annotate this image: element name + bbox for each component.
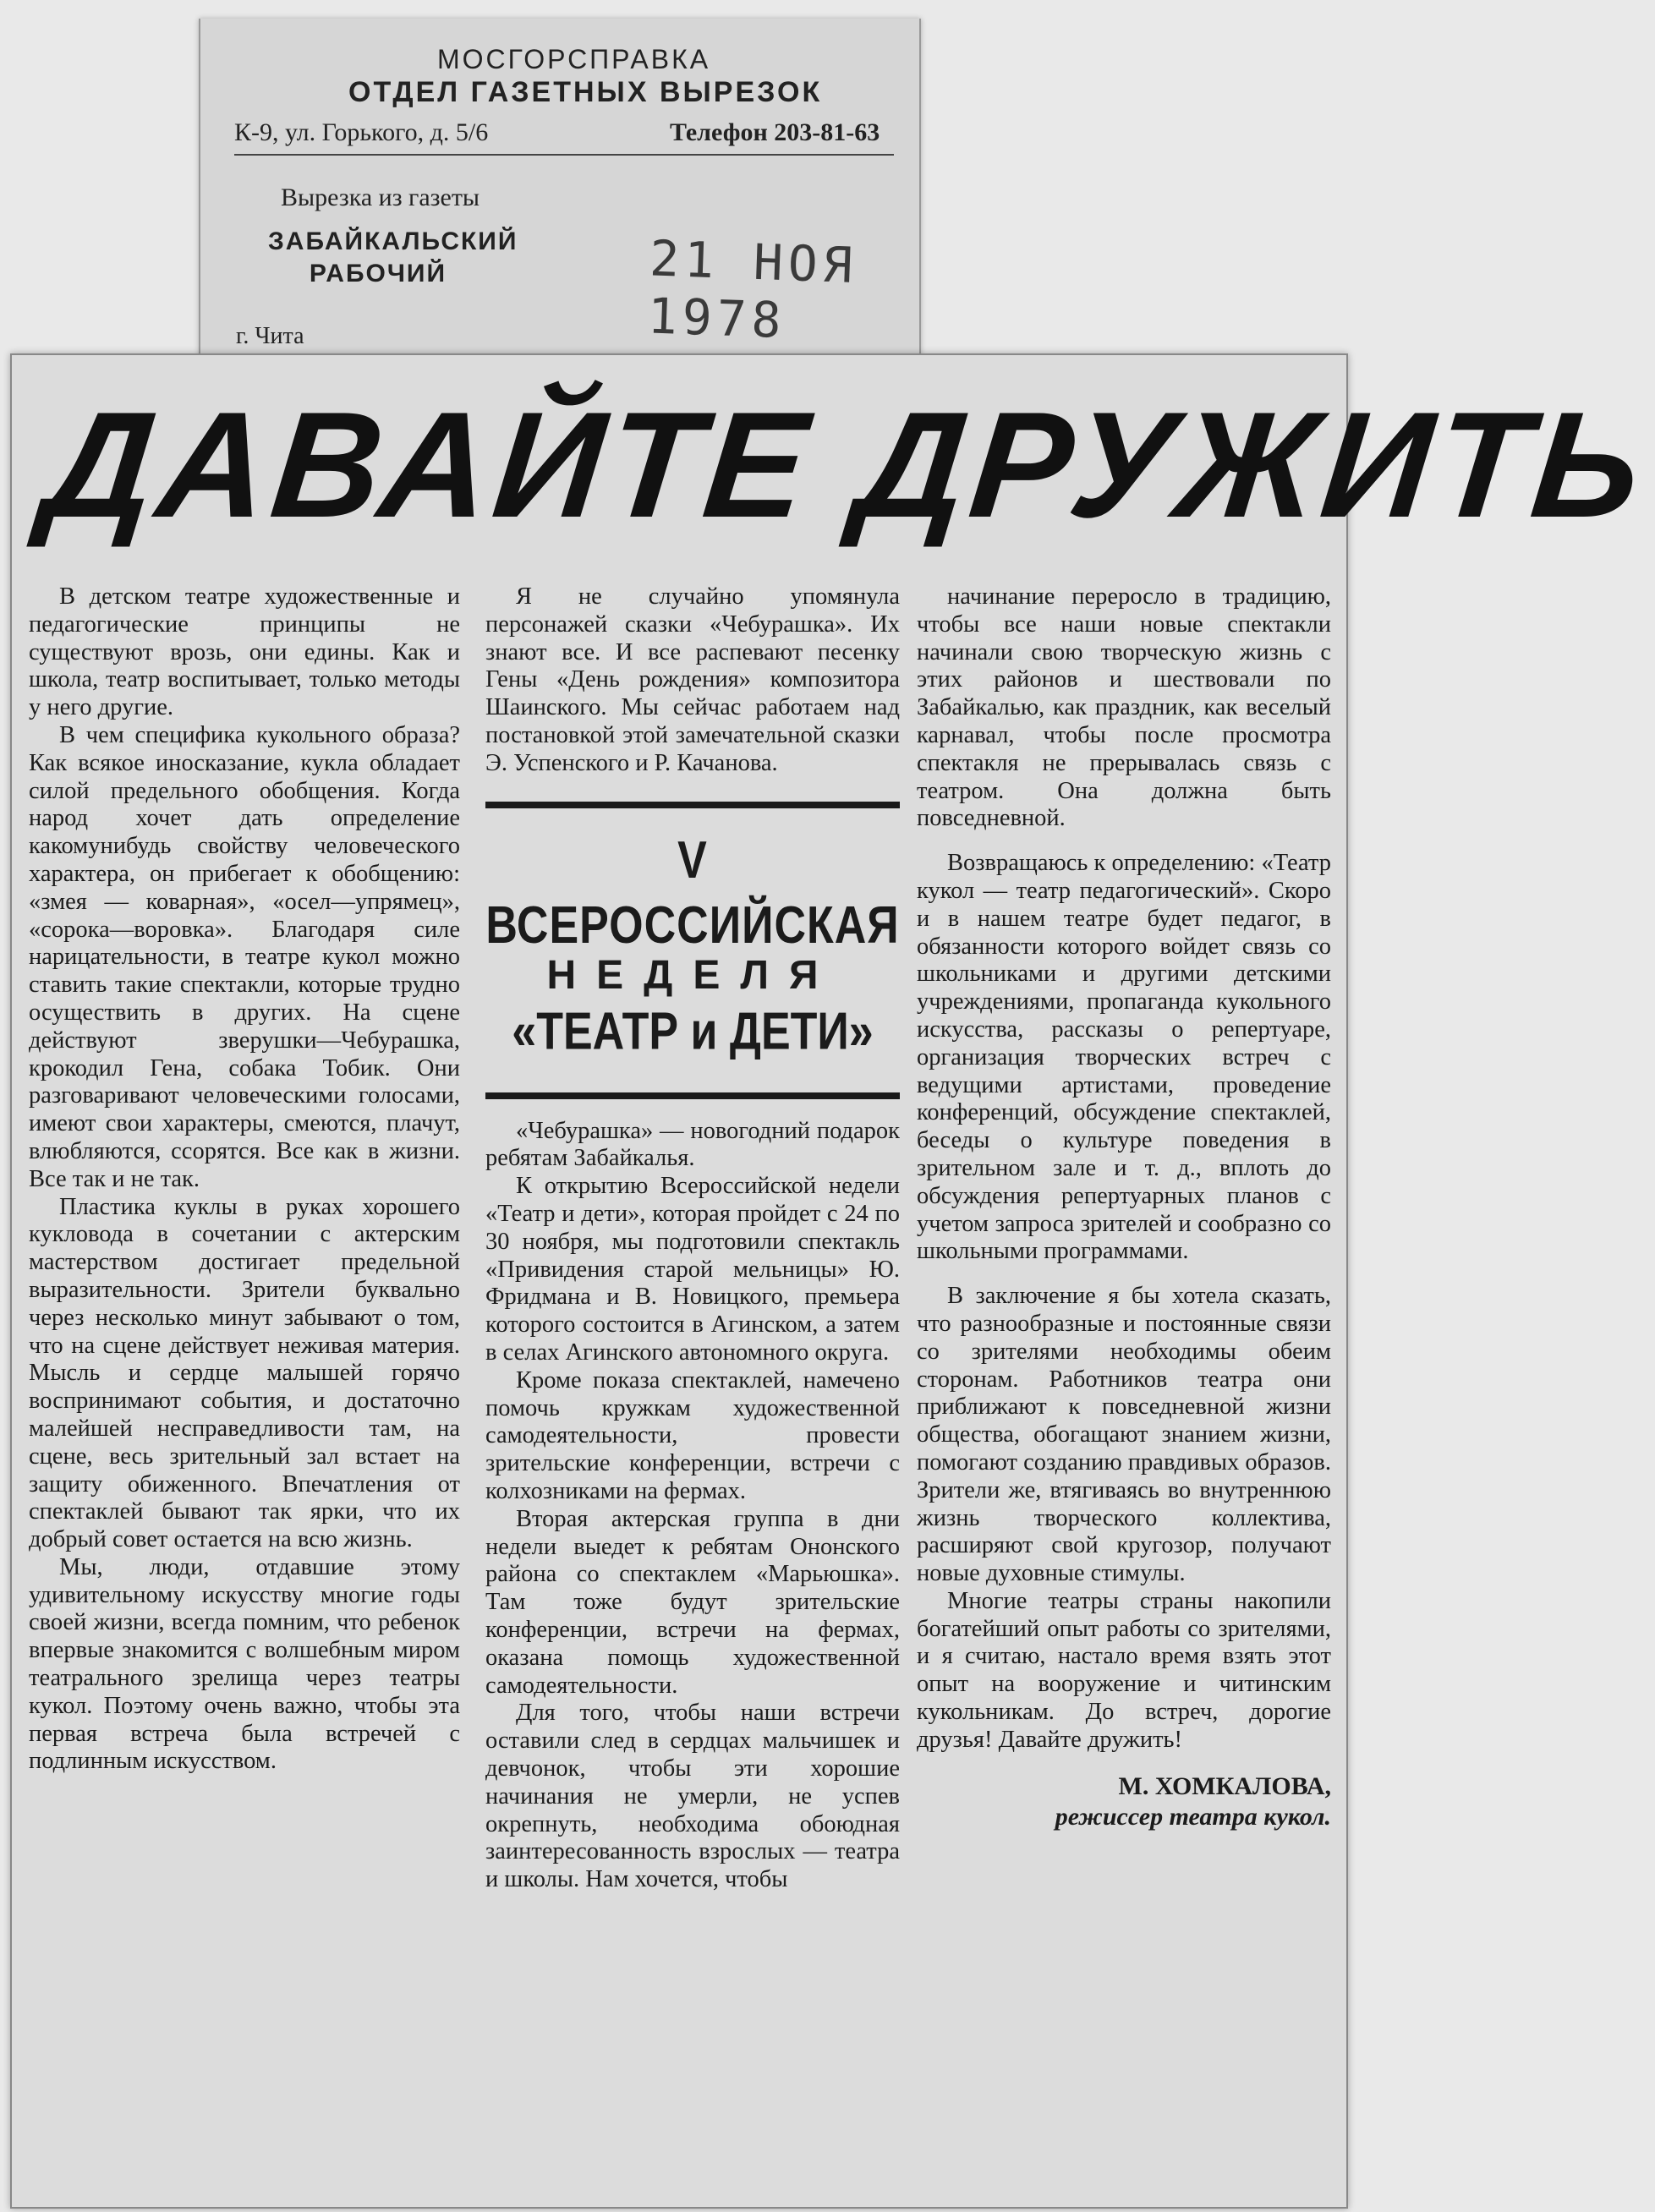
label-cut-from: Вырезка из газеты: [281, 183, 480, 211]
clipping-service-label: [199, 19, 921, 357]
paragraph: Я не случайно упомянула персонажей сказки «Чебурашка». Их знают все. И все распевают песенку Гены «День рождения» композитора Шаинского. Мы сейчас работаем над постановкой этой замечательной сказки Э. Успенского и Р. Качанова.: [485, 583, 900, 776]
label-phone: Телефон 203-81-63: [670, 118, 880, 146]
label-org: МОСГОРСПРАВКА: [437, 44, 711, 74]
paragraph: В чем специфика кукольного образа? Как всякое иносказание, кукла обладает силой предельного обобщения. Когда народ хочет дать определение какомунибудь свойству человеческого характера, он прибегает к обобщению: «змея — коварная», «осел—упрямец», «сорока—воровка». Благодаря силе нарицательности, в театре кукол можно ставить такие спектакли, которые трудно осуществить в других. На сцене действуют зверушки—Чебурашка, крокодил Гена, собака Тобик. Они разговаривают человеческими голосами, имеют свои характеры, смеются, плачут, влюбляются, ссорятся. Все как в жизни. Все так и не так.: [29, 721, 460, 1192]
paragraph: Мы, люди, отдавшие этому удивительному искусству многие годы своей жизни, всегда помним, что ребенок впервые знакомится с волшебным миром театрального зрелища через театры кукол. Поэтому очень важно, чтобы эта первая встреча была встречей с подлинным искусством.: [29, 1553, 460, 1775]
author-signature: [917, 1771, 1331, 1832]
box-line-1: V ВСЕРОССИЙСКАЯ: [485, 830, 900, 955]
paragraph: В заключение я бы хотела сказать, что разнообразные и постоянные связи со зрителями необходимы обеим сторонам. Работников театра они приближают к повседневной жизни общества, обогащают знанием жизни, помогают созданию правдивых образов. Зрители же, втягиваясь во внутреннюю жизнь творческого коллектива, расширяют свой кругозор, получают новые духовные стимулы.: [917, 1283, 1331, 1587]
label-newspaper-name: [268, 226, 518, 290]
sidebar-heading-box: [485, 802, 900, 1099]
paragraph: К открытию Всероссийской недели «Театр и дети», которая пройдет с 24 по 30 ноября, мы подготовили спектакль «Привидения старой мельницы» Ю. Фридмана и В. Новицкого, премьера которого состоится в Агинском, а затем в селах Агинского автономного округа.: [485, 1173, 900, 1366]
box-line-2: НЕДЕЛЯ: [546, 952, 839, 998]
article-column-3: [917, 583, 1331, 1832]
date-stamp: 21 НОЯ 1978: [646, 229, 858, 350]
author-name: М. ХОМКАЛОВА,: [1118, 1771, 1331, 1800]
paragraph: Многие театры страны накопили богатейший опыт работы со зрителями, и я считаю, настало время взять этот опыт на вооружение и читинским кукольникам. До встреч, дорогие друзья! Давайте дружить!: [917, 1587, 1331, 1753]
author-position: режиссер театра кукол.: [1055, 1802, 1331, 1831]
paragraph: Пластика куклы в руках хорошего кукловода в сочетании с актерским мастерством достигает предельной выразительности. Зрители буквально через несколько минут забывают о том, что на сцене действует неживая материя. Мысль и сердце малышей горячо воспринимают события, и достаточно малейшей несправедливости там, на сцене, весь зрительный зал встает на защиту обиженного. Впечатления от спектаклей бывают так ярки, что их добрый совет остается на всю жизнь.: [29, 1193, 460, 1553]
label-address: К-9, ул. Горького, д. 5/6: [234, 118, 489, 146]
paragraph: Возвращаюсь к определению: «Театр кукол — театр педагогический». Скоро и в нашем театре будет педагог, в обязанности которого войдет связь со школьниками и другими детскими учреждениями, пропаганда кукольного искусства, рассказы о репертуаре, организация творческих встреч с ведущими артистами, проведение конференций, обсуждение спектаклей, беседы о культуре поведения в зрительном зале и т. д., вплоть до обсуждения репертуарных планов с учетом запроса зрителей и сообразно со школьными программами.: [917, 850, 1331, 1265]
paragraph: «Чебурашка» — новогодний подарок ребятам Забайкалья.: [485, 1117, 900, 1172]
paragraph: начинание переросло в традицию, чтобы все наши новые спектакли начинали свою творческую жизнь с этих районов и шествовали по Забайкалью, как праздник, как веселый карнавал, чтобы после просмотра спектакля не прерывалась связь с театром. Она должна быть повседневной.: [917, 583, 1331, 832]
label-department: ОТДЕЛ ГАЗЕТНЫХ ВЫРЕЗОК: [348, 76, 823, 108]
box-line-3: «ТЕАТР и ДЕТИ»: [512, 1001, 874, 1061]
label-paper-line1: ЗАБАЙКАЛЬСКИЙ: [268, 227, 518, 255]
paragraph: Вторая актерская группа в дни недели выедет к ребятам Ононского района со спектаклем «Марьюшка». Там тоже будут зрительские конференции, встречи на фермах, оказана помощь художественной самодеятельности.: [485, 1505, 900, 1699]
label-divider: [234, 154, 894, 156]
paragraph: Кроме показа спектаклей, намечено помочь кружкам художественной самодеятельности, провести зрительские конференции, встречи с колхозниками на фермах.: [485, 1366, 900, 1504]
article-column-1: [29, 583, 460, 1776]
newspaper-clipping: [10, 353, 1654, 2209]
article-headline: ДАВАЙТЕ ДРУЖИТЬ: [36, 381, 1654, 549]
label-city: г. Чита: [236, 323, 304, 349]
paragraph: В детском театре художественные и педагогические принципы не существуют врозь, они едины. Как и школа, театр воспитывает, только методы у него другие.: [29, 583, 460, 721]
article-column-2: [485, 583, 900, 1894]
label-paper-line2: РАБОЧИЙ: [309, 260, 447, 287]
paragraph: Для того, чтобы наши встречи оставили след в сердцах мальчишек и девчонок, чтобы эти хорошие начинания не умерли, не успев окрепнуть, необходима обоюдная заинтересованность взрослых — театра и школы. Нам хочется, чтобы: [485, 1700, 900, 1893]
